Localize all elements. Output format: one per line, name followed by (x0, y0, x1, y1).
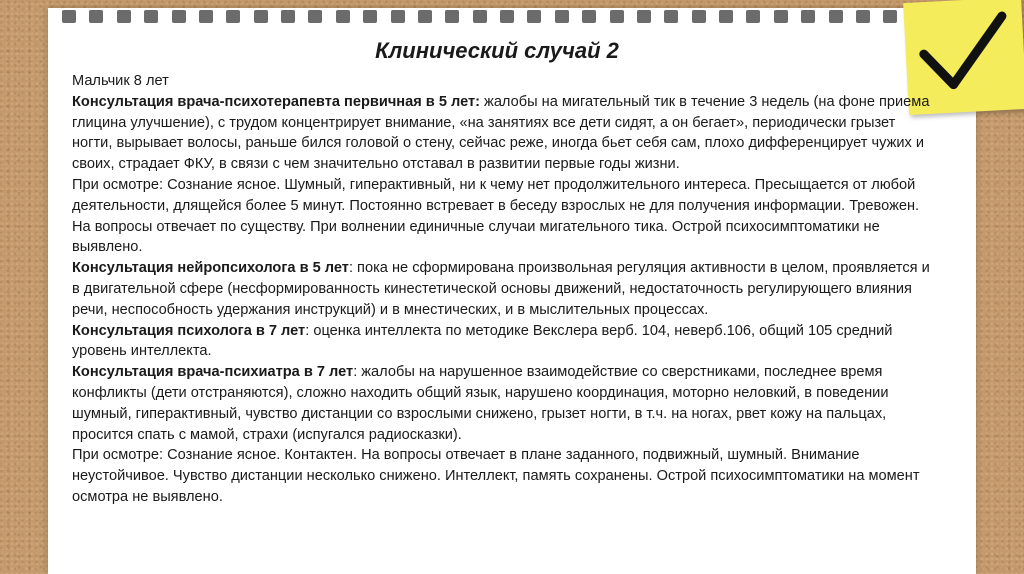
binding-hole (418, 10, 432, 23)
binding-hole (336, 10, 350, 23)
binding-hole (883, 10, 897, 23)
section-heading: Консультация врача-психотерапевта первичная в 5 лет: (72, 93, 480, 110)
binding-hole (555, 10, 569, 23)
section-psychiatrist (72, 362, 930, 445)
section-exam-1 (72, 175, 930, 258)
binding-hole (746, 10, 760, 23)
binding-hole (117, 10, 131, 23)
section-text: жалобы на мигательный тик в течение 3 недель (на фоне приема глицина улучшение), с трудом концентрирует внимание, «на занятиях все дети сидят, а он бегает», периодически грызет ногти, вырывает волосы, раньше бился головой о стену, сейчас реже, иногда бьет себя сам, плохо дифференцирует чужих и своих, страдает ФКУ, в связи с чем значительно отставал в развитии первые годы жизни. (72, 93, 930, 173)
binding-hole (637, 10, 651, 23)
binding-hole (527, 10, 541, 23)
binding-hole (829, 10, 843, 23)
binding-hole (172, 10, 186, 23)
binding-hole (473, 10, 487, 23)
title-text: Клинический случай 2 (375, 38, 619, 63)
section-heading: Консультация нейропсихолога в 5 лет (72, 260, 349, 277)
binding-hole (856, 10, 870, 23)
binding-hole (719, 10, 733, 23)
binding-hole (308, 10, 322, 23)
intro-line: Мальчик 8 лет (72, 73, 169, 89)
binding-hole (582, 10, 596, 23)
binding-hole (254, 10, 268, 23)
page-title (0, 38, 1024, 64)
binding-hole (363, 10, 377, 23)
section-heading: Консультация психолога в 7 лет (72, 322, 306, 339)
section-text: : жалобы на нарушенное взаимодействие со сверстниками, последнее время конфликты (дети отстраняются), сложно находить общий язык, нарушено координация, моторно неловкий, в поведении шумный, гиперактивный, чувство дистанции со взрослыми снижено, грызет ногти, в т.ч. на ногах, рвет кожу на пальцах, просится спать с мамой, страхи (испугался радиосказки). (72, 364, 889, 443)
binding-hole (281, 10, 295, 23)
section-heading: Консультация врача-психиатра в 7 лет (72, 364, 354, 381)
section-text: При осмотре: Сознание ясное. Контактен. На вопросы отвечает в плане заданного, подвижный, шумный. Внимание неустойчивое. Чувство дистанции несколько снижено. Интеллект, память сохранены. Острой психосимптоматики на момент осмотра не выявлено. (72, 447, 920, 505)
binding-hole (226, 10, 240, 23)
binding-hole (610, 10, 624, 23)
section-psychologist (72, 321, 930, 363)
binding-hole (500, 10, 514, 23)
section-psychotherapist (72, 92, 930, 175)
section-exam-2 (72, 445, 930, 507)
binding-hole (692, 10, 706, 23)
binding-hole (144, 10, 158, 23)
binding-hole (801, 10, 815, 23)
binding-hole (774, 10, 788, 23)
binding-hole (199, 10, 213, 23)
section-text: : оценка интеллекта по методике Векслера верб. 104, неверб.106, общий 105 средний уровень интеллекта. (72, 322, 893, 360)
section-neuropsychologist (72, 258, 930, 320)
binding-hole (391, 10, 405, 23)
binding-holes (62, 10, 952, 24)
case-description (72, 71, 930, 508)
binding-hole (664, 10, 678, 23)
binding-hole (62, 10, 76, 23)
section-text: При осмотре: Сознание ясное. Шумный, гиперактивный, ни к чему нет продолжительного интереса. Пресыщается от любой деятельности, длящейся более 5 минут. Постоянно встревает в беседу взрослых не для получения информации. Тревожен. На вопросы отвечает по существу. При волнении единичные случаи мигательного тика. Острой психосимптоматики не выявлено. (72, 176, 920, 256)
binding-hole (89, 10, 103, 23)
binding-hole (445, 10, 459, 23)
section-text: : пока не сформирована произвольная регуляция активности в целом, проявляется и в двигательной сфере (несформированность кинестетической основы движений, недостаточность регулирующего влияния речи, неспособность удержания инструкций) и в мнестических, и в мыслительных процессах. (72, 260, 930, 318)
